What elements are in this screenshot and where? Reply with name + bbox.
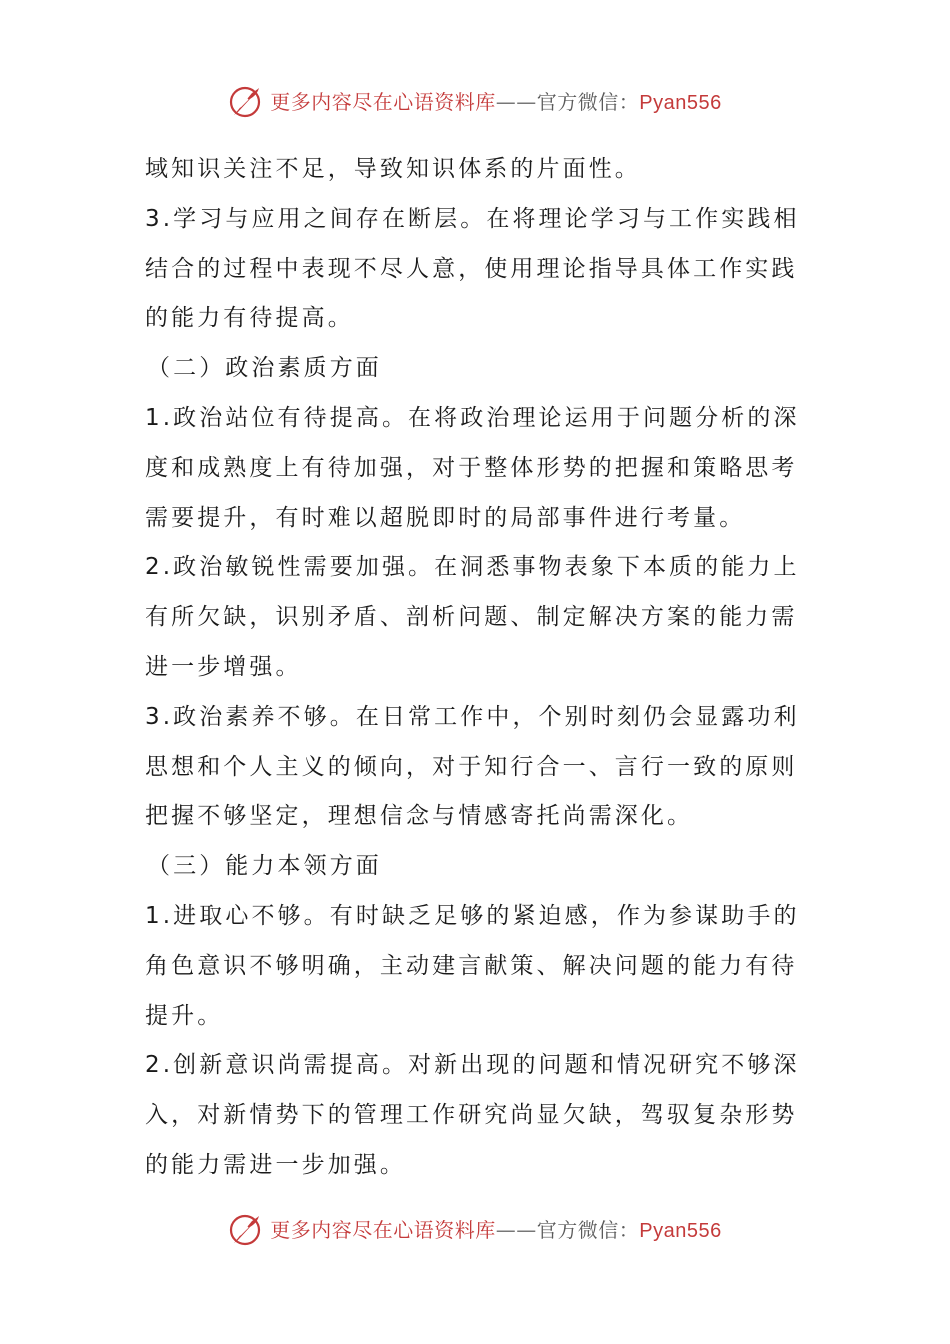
header-site-name: 更多内容尽在心语资料库 [270, 89, 496, 114]
header-separator: —— [495, 89, 537, 114]
header-banner [0, 80, 950, 124]
paragraph-study-application-gap: 3.学习与应用之间存在断层。在将理论学习与工作实践相结合的过程中表现不尽人意，使用理论指导具体工作实践的能力有待提高。 [145, 205, 800, 332]
paragraph-innovation-awareness: 2.创新意识尚需提高。对新出现的问题和情况研究不够深入，对新情势下的管理工作研究尚显欠缺，驾驭复杂形势的能力需进一步加强。 [145, 1052, 800, 1178]
footer-text [270, 1218, 721, 1243]
quill-logo-icon [228, 1213, 262, 1247]
footer-wechat-label: 官方微信： [536, 1217, 640, 1242]
paragraph-continuation: 域知识关注不足，导致知识体系的片面性。 [145, 156, 641, 182]
paragraph-political-stance: 1.政治站位有待提高。在将政治理论运用于问题分析的深度和成熟度上有待加强，对于整体形势的把握和策略思考需要提升，有时难以超脱即时的局部事件进行考量。 [145, 404, 800, 531]
header-wechat-id: Pyan556 [639, 91, 722, 114]
header-wechat-label: 官方微信： [536, 89, 640, 114]
paragraph-enterprising-spirit: 1.进取心不够。有时缺乏足够的紧迫感，作为参谋助手的角色意识不够明确，主动建言献策、解决问题的能力有待提升。 [145, 902, 800, 1029]
header-text [270, 90, 721, 115]
paragraph-political-literacy: 3.政治素养不够。在日常工作中，个别时刻仍会显露功利思想和个人主义的倾向，对于知行合一、言行一致的原则把握不够坚定，理想信念与情感寄托尚需深化。 [145, 703, 800, 830]
quill-logo-icon [228, 85, 262, 119]
section-heading-political-quality: （二）政治素质方面 [147, 355, 382, 382]
footer-separator: —— [495, 1217, 537, 1242]
footer-wechat-id: Pyan556 [639, 1219, 722, 1242]
document-body [145, 145, 810, 1191]
section-heading-ability: （三）能力本领方面 [147, 853, 382, 880]
paragraph-political-sensitivity: 2.政治敏锐性需要加强。在洞悉事物表象下本质的能力上有所欠缺，识别矛盾、剖析问题、制定解决方案的能力需进一步增强。 [145, 554, 800, 680]
footer-banner [0, 1208, 950, 1252]
footer-site-name: 更多内容尽在心语资料库 [270, 1217, 496, 1242]
